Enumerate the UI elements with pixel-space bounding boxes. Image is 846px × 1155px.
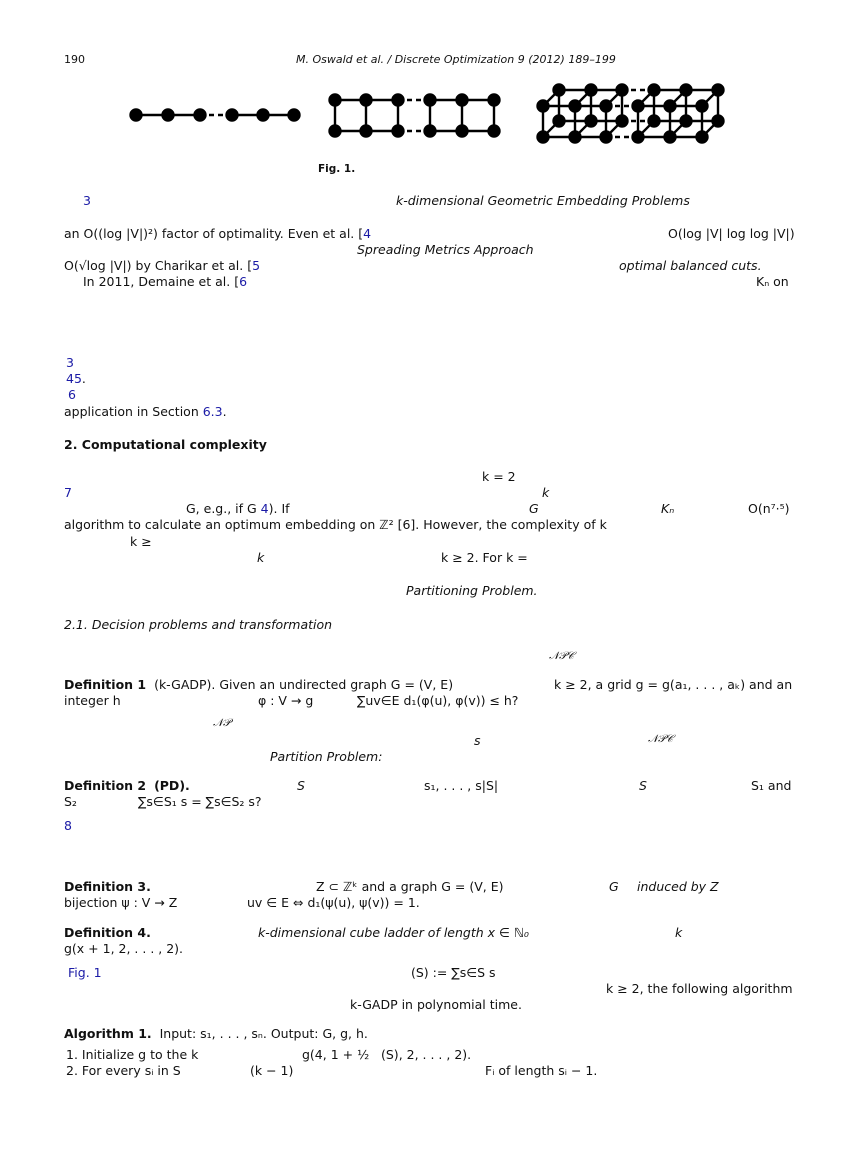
math-text: (S) := ∑s∈S s	[411, 965, 496, 980]
citation-link[interactable]: 6	[68, 387, 76, 402]
text-line: k ≥ 2, the following algorithm	[606, 981, 793, 996]
math-text: s	[474, 733, 481, 748]
cube-ladder-graph	[538, 85, 724, 143]
math-text: bijection ψ : V → Z	[64, 895, 178, 910]
math-text: k = 2	[482, 469, 516, 484]
citation-link[interactable]: 7	[64, 485, 72, 500]
text-line: application in Section 6.3.	[64, 404, 227, 419]
math-text: k	[257, 550, 265, 565]
math-text: ∑uv∈E d₁(φ(u), φ(v)) ≤ h?	[357, 693, 519, 708]
math-text: ∑s∈S₁ s = ∑s∈S₂ s?	[138, 794, 262, 809]
citation-link[interactable]: 4	[363, 226, 372, 241]
complexity-class: 𝒩𝒫𝒞	[549, 650, 575, 662]
math-text: uv ∈ E ⇔ d₁(ψ(u), ψ(v)) = 1.	[247, 895, 420, 910]
emphasis-text: Partition Problem:	[270, 749, 383, 764]
citation-link[interactable]: 6	[239, 274, 248, 289]
emphasis-text: optimal balanced cuts.	[619, 258, 762, 273]
citation-link[interactable]: 5	[73, 371, 82, 386]
math-text: S	[639, 778, 647, 793]
math-text: k ≥ 2, a grid g = g(a₁, . . . , aₖ) and an	[554, 677, 793, 692]
path-graph	[131, 110, 300, 121]
math-text: k	[675, 925, 683, 940]
math-text: G	[609, 879, 619, 894]
text-line: 45.	[66, 371, 86, 386]
math-text: k ≥ 2. For k =	[441, 550, 528, 565]
text-line: In 2011, Demaine et al. [6	[83, 274, 248, 289]
text-line: k-GADP in polynomial time.	[350, 997, 522, 1012]
text-line: G, e.g., if G 4). If	[186, 501, 290, 516]
section-link[interactable]: 6.3	[202, 404, 223, 419]
math-text: k	[542, 485, 550, 500]
math-text: s₁, . . . , s|S|	[424, 778, 499, 793]
complexity-class: 𝒩𝒫	[213, 717, 231, 729]
citation-link[interactable]: 3	[66, 355, 74, 370]
citation-link[interactable]: 5	[252, 258, 261, 273]
complexity-class: 𝒩𝒫𝒞	[648, 733, 674, 745]
figure-1-graphics	[0, 0, 846, 160]
definition-4-label: Definition 4.	[64, 925, 151, 940]
page-number: 190	[64, 53, 85, 66]
figure-link[interactable]: Fig. 1	[68, 965, 102, 980]
emphasis-text: Partitioning Problem.	[406, 583, 538, 598]
emphasis-text: k-dimensional Geometric Embedding Problems	[396, 193, 690, 208]
emphasis-text: k-dimensional cube ladder of length x ∈ ℕ₀	[258, 925, 529, 940]
subsection-title: 2.1. Decision problems and transformation	[64, 617, 333, 632]
algorithm-step: 2. For every sᵢ in S	[66, 1063, 181, 1078]
math-text: (S), 2, . . . , 2).	[381, 1047, 472, 1062]
figure-caption: Fig. 1.	[318, 163, 356, 175]
citation-link[interactable]: 4	[66, 371, 74, 386]
text-line: algorithm to calculate an optimum embedding on ℤ² [6]. However, the complexity of k	[64, 517, 607, 532]
citation-link[interactable]: 8	[64, 818, 72, 833]
text-line: O(√log |V|) by Charikar et al. [5	[64, 258, 261, 273]
algorithm-1: Algorithm 1. Input: s₁, . . . , sₙ. Output: G, g, h.	[64, 1026, 368, 1041]
math-text: (k − 1)	[250, 1063, 294, 1078]
math-text: O(log |V| log log |V|)	[668, 226, 795, 241]
math-text: integer h	[64, 693, 121, 708]
math-text: S	[297, 778, 305, 793]
ladder-graph	[330, 95, 500, 137]
math-text: Kₙ on	[756, 274, 789, 289]
math-text: k ≥	[130, 534, 152, 549]
math-text: G	[529, 501, 539, 516]
math-text: S₁ and	[751, 778, 792, 793]
math-text: Kₙ	[661, 501, 675, 516]
math-text: g(x + 1, 2, . . . , 2).	[64, 941, 184, 956]
citation-link[interactable]: 3	[83, 193, 91, 208]
math-text: O(n⁷·⁵)	[748, 501, 790, 516]
math-text: S₂	[64, 794, 77, 809]
definition-3-label: Definition 3.	[64, 879, 151, 894]
definition-1: Definition 1 (k-GADP). Given an undirected graph G = (V, E)	[64, 677, 454, 692]
emphasis-text: Spreading Metrics Approach	[357, 242, 534, 257]
math-text: Fᵢ of length sᵢ − 1.	[485, 1063, 598, 1078]
math-text: Z ⊂ ℤᵏ and a graph G = (V, E)	[316, 879, 504, 894]
emphasis-text: induced by Z	[637, 879, 719, 894]
running-title: M. Oswald et al. / Discrete Optimization 9 (2012) 189–199	[296, 53, 616, 66]
math-text: φ : V → g	[258, 693, 314, 708]
math-text: g(4, 1 + ½	[302, 1047, 370, 1062]
citation-link[interactable]: 4	[260, 501, 269, 516]
definition-2: Definition 2 (PD).	[64, 778, 190, 793]
algorithm-step: 1. Initialize g to the k	[66, 1047, 199, 1062]
text-line: an O((log |V|)²) factor of optimality. Even et al. [4	[64, 226, 372, 241]
section-title: 2. Computational complexity	[64, 437, 267, 452]
